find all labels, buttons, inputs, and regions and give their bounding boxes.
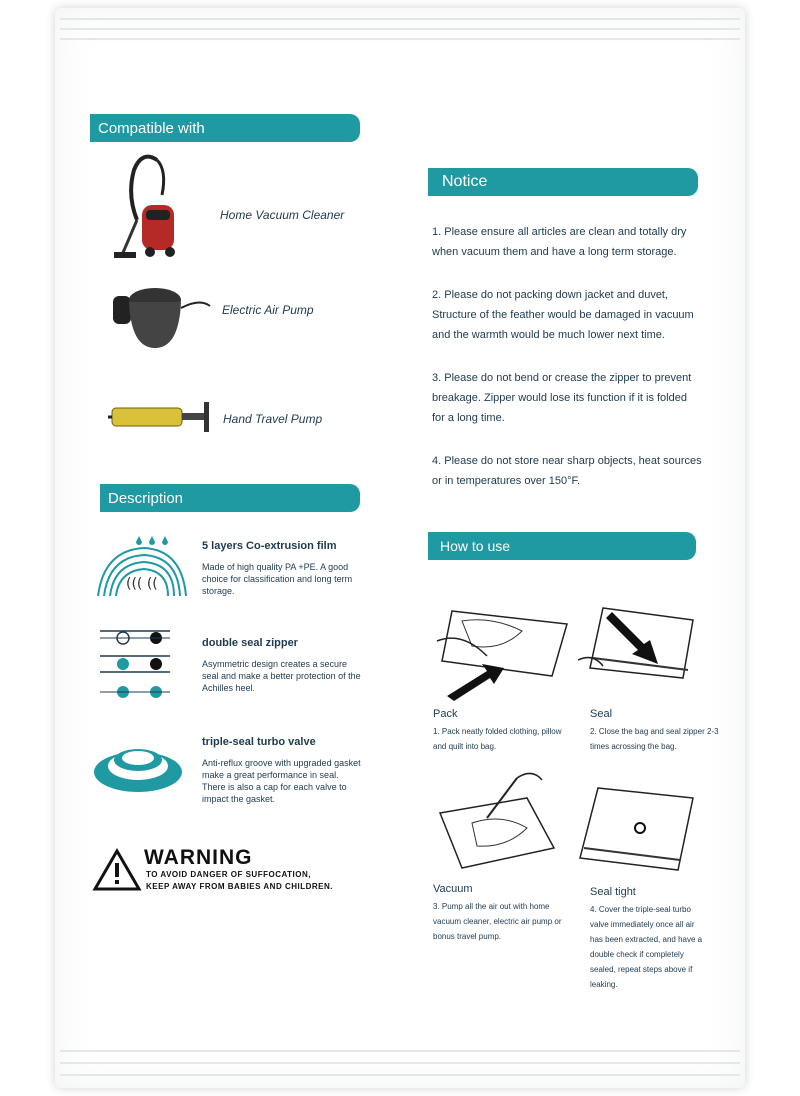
svg-text:((( ((: ((( (( bbox=[126, 576, 158, 592]
co-extrusion-film-icon bbox=[94, 530, 189, 600]
description-title: Description bbox=[108, 489, 184, 507]
top-crimp-line bbox=[60, 28, 740, 30]
double-seal-zipper-icon bbox=[98, 626, 173, 701]
step-body: 4. Cover the triple-seal turbo valve immediately once all air has been extracted, and have a double check if completely sealed, repeat steps above if leaking. bbox=[590, 905, 703, 989]
feature-body: Asymmetric design creates a secure seal and make a better protection of the Achilles heel. bbox=[202, 659, 361, 693]
electric-pump-icon bbox=[105, 278, 215, 353]
notice-item: 1. Please ensure all articles are clean and totally dry when vacuum them and have a long term storage. bbox=[432, 226, 687, 258]
howto-banner bbox=[428, 532, 696, 560]
step-body: 3. Pump all the air out with home vacuum cleaner, electric air pump or bonus travel pump. bbox=[433, 902, 562, 941]
feature-title: double seal zipper bbox=[202, 637, 298, 649]
howto-title: How to use bbox=[440, 538, 511, 554]
warning-line: TO AVOID DANGER OF SUFFOCATION, bbox=[146, 870, 311, 879]
notice-item: 2. Please do not packing down jacket and duvet, Structure of the feather would be damaged in vacuum and the warmth would be much lower next time. bbox=[432, 289, 694, 341]
seal-tight-step-icon bbox=[578, 780, 696, 875]
step-title: Seal bbox=[590, 708, 613, 720]
step-body: 2. Close the bag and seal zipper 2-3 times acrossing the bag. bbox=[590, 727, 719, 751]
step-title: Vacuum bbox=[433, 883, 473, 895]
step-title: Pack bbox=[433, 708, 458, 720]
bottom-crimp-line bbox=[60, 1062, 740, 1064]
warning-icon bbox=[92, 848, 142, 892]
feature-body: Made of high quality PA +PE. A good choice for classification and long term storage. bbox=[202, 562, 353, 596]
warning-line: KEEP AWAY FROM BABIES AND CHILDREN. bbox=[146, 882, 334, 891]
hand-pump-icon bbox=[108, 396, 218, 436]
step-title: Seal tight bbox=[590, 886, 636, 898]
compatible-item-label: Hand Travel Pump bbox=[223, 412, 323, 426]
notice-title: Notice bbox=[442, 173, 488, 190]
pack-step-icon bbox=[432, 596, 572, 701]
seal-step-icon bbox=[578, 598, 698, 693]
feature-body: Anti-reflux groove with upgraded gasket make a great performance in seal. There is also a cap for each valve to impact the gasket. bbox=[202, 758, 361, 804]
vacuum-cleaner-icon bbox=[112, 150, 187, 265]
warning-heading: WARNING bbox=[144, 846, 253, 869]
notice-item: 3. Please do not bend or crease the zipper to prevent breakage. Zipper would lose its function if it is folded for a long time. bbox=[432, 372, 692, 424]
feature-title: triple-seal turbo valve bbox=[202, 736, 316, 748]
compatible-item-label: Home Vacuum Cleaner bbox=[220, 208, 345, 222]
description-banner bbox=[100, 484, 360, 512]
vacuum-step-icon bbox=[432, 768, 557, 873]
bottom-crimp-line bbox=[60, 1050, 740, 1052]
top-crimp-line bbox=[60, 18, 740, 20]
feature-title: 5 layers Co-extrusion film bbox=[202, 540, 337, 552]
turbo-valve-icon bbox=[92, 736, 184, 796]
notice-banner bbox=[428, 168, 698, 196]
compatible-banner bbox=[90, 114, 360, 142]
top-crimp-line bbox=[60, 38, 740, 40]
notice-item: 4. Please do not store near sharp objects, heat sources or in temperatures over 150°F. bbox=[432, 455, 702, 487]
compatible-item-label: Electric Air Pump bbox=[222, 303, 314, 317]
bottom-crimp-line bbox=[60, 1074, 740, 1076]
step-body: 1. Pack neatly folded clothing, pillow and quilt into bag. bbox=[433, 727, 562, 751]
compatible-title: Compatible with bbox=[98, 119, 205, 137]
